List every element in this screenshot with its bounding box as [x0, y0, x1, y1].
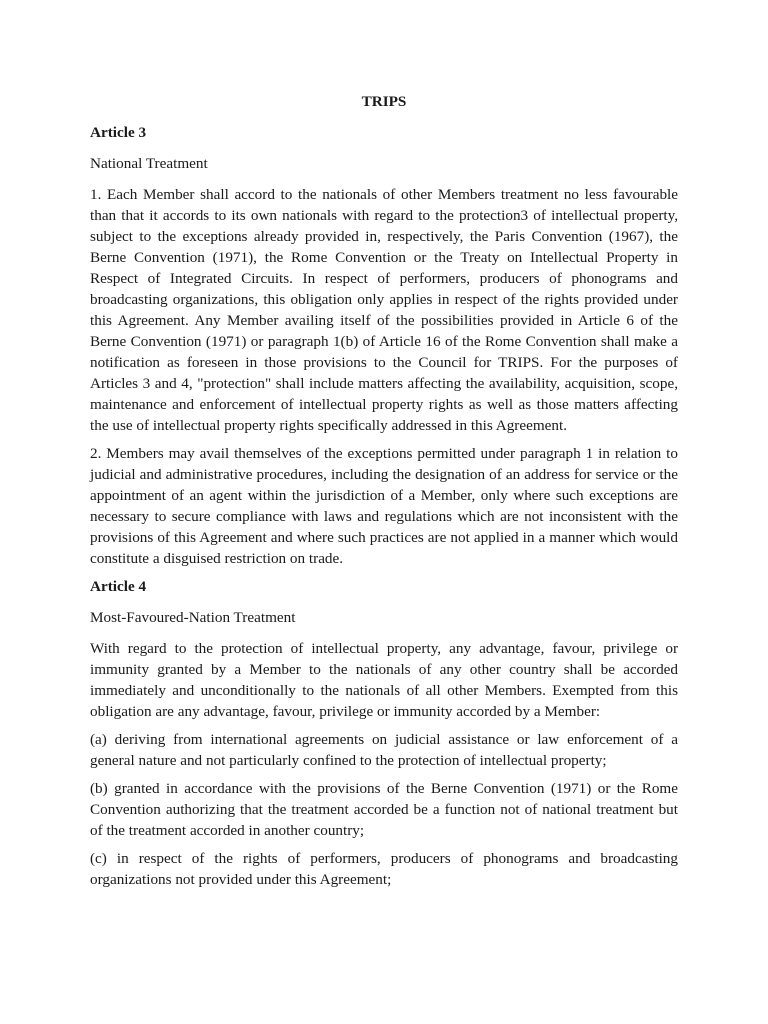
article-4-item-a: (a) deriving from international agreements on judicial assistance or law enforcement of a general nature and not particularly confined to the protection of intellectual property;	[90, 731, 678, 769]
article-3-paragraph-2: 2. Members may avail themselves of the exceptions permitted under paragraph 1 in relation to judicial and administrative procedures, including the designation of an address for service or the appointment of an agent within the jurisdiction of a Member, only where such exceptions are necessary to secure compliance with laws and regulations which are not inconsistent with the provisions of this Agreement and where such practices are not applied in a manner which would constitute a disguised restriction on trade.	[90, 445, 678, 567]
article-3-section	[90, 122, 678, 569]
article-4-heading: Article 4	[90, 578, 147, 595]
article-3-subtitle: National Treatment	[90, 155, 208, 172]
article-4-item-c: (c) in respect of the rights of performers, producers of phonograms and broadcasting organizations not provided under this Agreement;	[90, 850, 678, 888]
article-3-paragraph-1: 1. Each Member shall accord to the nationals of other Members treatment no less favourable than that it accords to its own nationals with regard to the protection3 of intellectual property, subject to the exceptions already provided in, respectively, the Paris Convention (1967), the Berne Convention (1971), the Rome Convention or the Treaty on Intellectual Property in Respect of Integrated Circuits. In respect of performers, producers of phonograms and broadcasting organizations, this obligation only applies in respect of the rights provided under this Agreement. Any Member availing itself of the possibilities provided in Article 6 of the Berne Convention (1971) or paragraph 1(b) of Article 16 of the Rome Convention shall make a notification as foreseen in those provisions to the Council for TRIPS. For the purposes of Articles 3 and 4, "protection" shall include matters affecting the availability, acquisition, scope, maintenance and enforcement of intellectual property rights as well as those matters affecting the use of intellectual property rights specifically addressed in this Agreement.	[90, 186, 678, 434]
article-4-subtitle: Most-Favoured-Nation Treatment	[90, 609, 296, 626]
article-4-item-b: (b) granted in accordance with the provisions of the Berne Convention (1971) or the Rome Convention authorizing that the treatment accorded be a function not of national treatment but of the treatment accorded in another country;	[90, 780, 678, 839]
document-title: TRIPS	[361, 93, 407, 110]
document-page	[90, 91, 678, 897]
article-4-paragraph-intro: With regard to the protection of intellectual property, any advantage, favour, privilege or immunity granted by a Member to the nationals of any other country shall be accorded immediately and unconditionally to the nationals of all other Members. Exempted from this obligation are any advantage, favour, privilege or immunity accorded by a Member:	[90, 640, 678, 720]
article-3-heading: Article 3	[90, 124, 147, 141]
article-4-section	[90, 576, 678, 890]
